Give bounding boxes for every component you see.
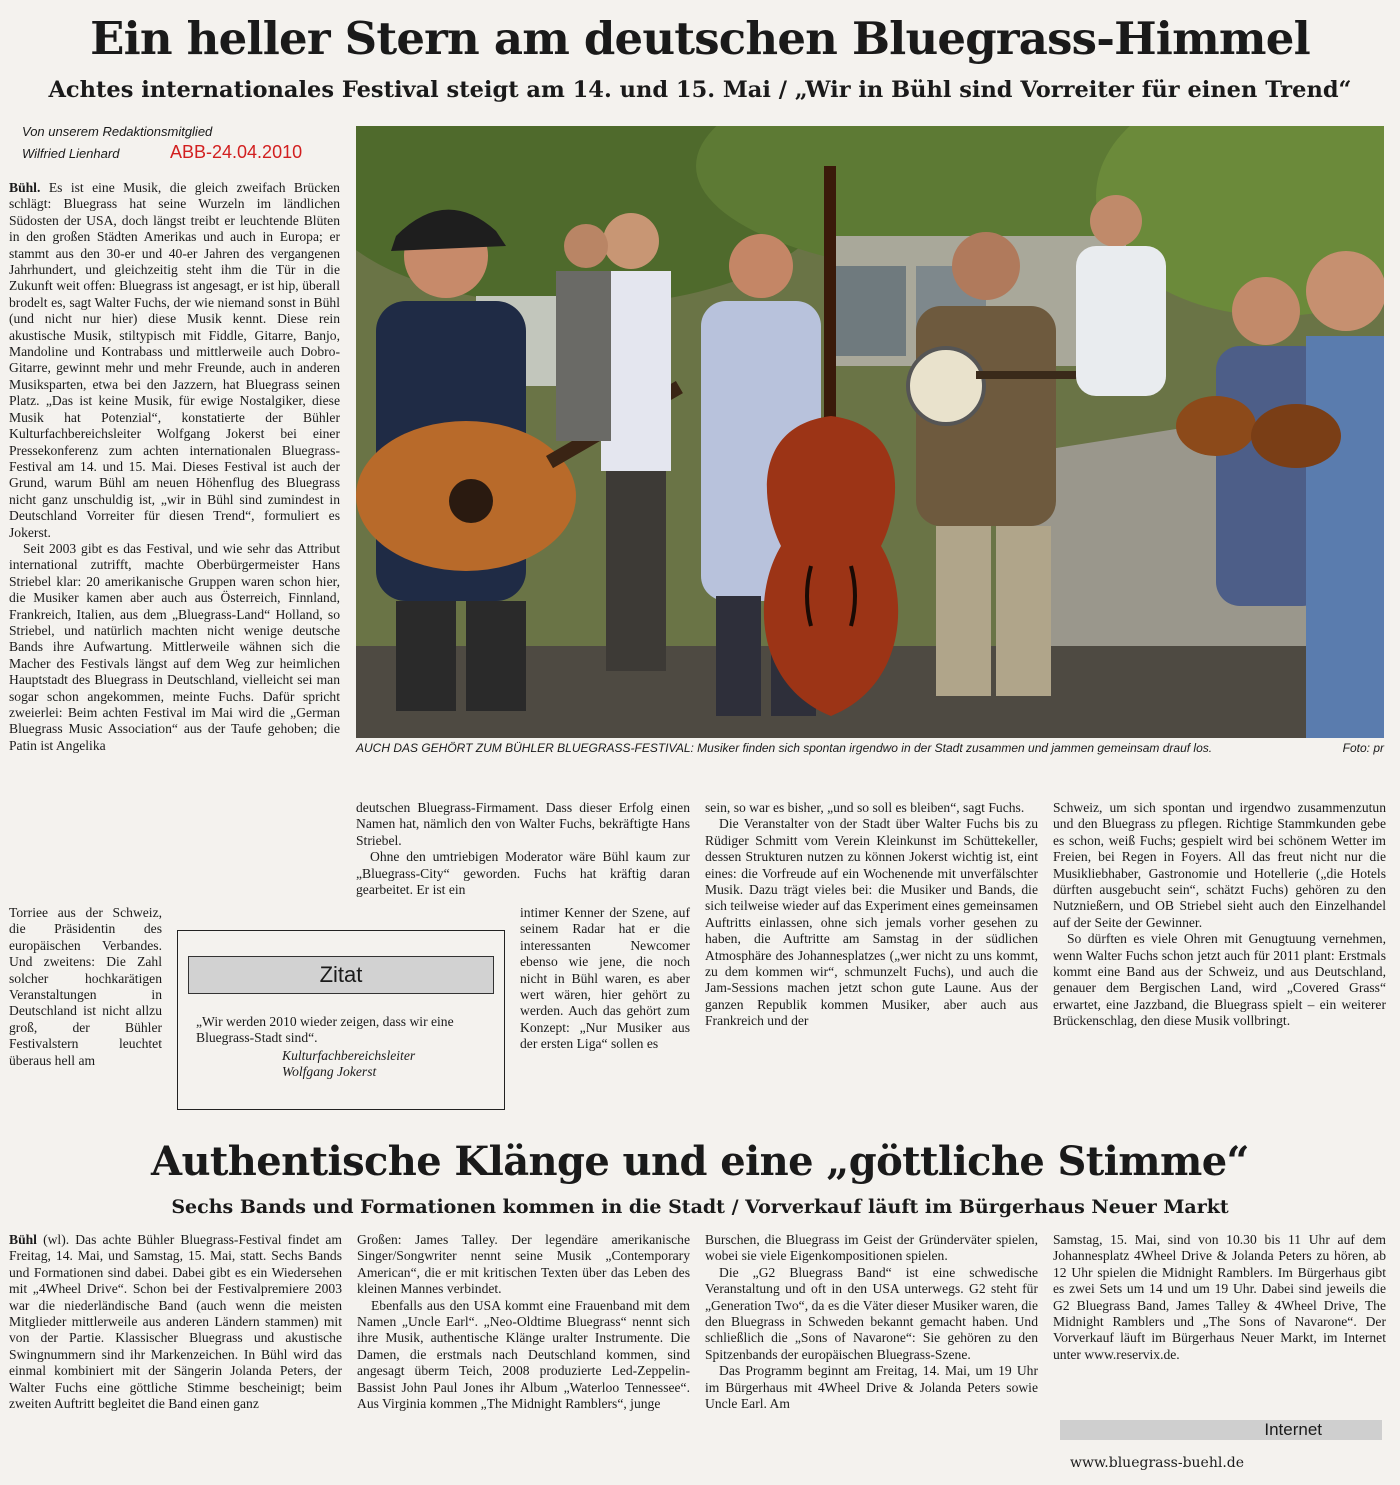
subheadline-2: Sechs Bands und Formationen kommen in die Stadt / Vorverkauf läuft im Bürgerhaus Neuer Markt bbox=[171, 1196, 1229, 1218]
musicians-illustration bbox=[356, 126, 1384, 738]
quote-box bbox=[177, 930, 505, 1110]
article1-col1-narrow-text: Torriee aus der Schweiz, die Präsidentin des europäischen Verbandes. Und zweitens: Die Zahl solcher hochkarätigen Veranstaltungen in Deutschland ist nicht allzu groß, der Bühler Festivalstern leuchtet überaus hell am bbox=[9, 905, 162, 1068]
article2-col2-text: Großen: James Talley. Der legendäre amerikanische Singer/Songwriter nennt seine Musik „Contemporary American“, die er mit kritischen Texten über das Leben des kleinen Mannes verbindet. bbox=[357, 1232, 690, 1297]
article2-col3-paragraph3: Das Programm beginnt am Freitag, 14. Mai, um 19 Uhr im Bürgerhaus mit 4Wheel Drive & Jolanda Peters sowie Uncle Earl. Am bbox=[705, 1363, 1038, 1412]
article1-col2-text: deutschen Bluegrass-Firmament. Dass dieser Erfolg einen Namen hat, nämlich den von Walter Fuchs, bekräftigte Hans Striebel. bbox=[356, 800, 690, 848]
photo-caption bbox=[356, 741, 1384, 756]
article1-col4-paragraph2: So dürften es viele Ohren mit Genugtuung vernehmen, wenn Walter Fuchs schon jetzt auch für 2011 plant: Erstmals kommt eine Band aus der Schweiz, und aus Deutschland, genauer dem Bergischen Land, wird „Covered Grass“ erwartet, eine Jazzband, die Bluegrass spielt – ein weiterer Brückenschlag, den diese Musik vollbringt. bbox=[1053, 931, 1386, 1029]
article2-col4-text: Samstag, 15. Mai, sind von 10.30 bis 11 Uhr auf dem Johannesplatz 4Wheel Drive & Jolanda Peters zu hören, ab 12 Uhr spielen die Midnight Ramblers. Im Bürgerhaus gibt es zwei Sets um 14 und um 19 Uhr. Dabei sind jeweils die G2 Bluegrass Band, James Talley & 4Wheel Drive, The Midnight Ramblers und „The Sons of Navarone“. Der Vorverkauf läuft im Bürgerhaus Neuer Markt, im Internet unter www.reservix.de. bbox=[1053, 1232, 1386, 1362]
internet-link[interactable]: www.bluegrass-buehl.de bbox=[1070, 1455, 1245, 1471]
article1-column1 bbox=[9, 180, 340, 920]
dateline: Bühl. bbox=[9, 180, 41, 195]
byline-role: Von unserem Redaktionsmitglied bbox=[22, 124, 213, 139]
article2-col3-paragraph2: Die „G2 Bluegrass Band“ ist eine schwedische Veranstaltung und oft in den USA unterwegs. G2 steht für „Generation Two“, da es die Väter dieser Musiker waren, die den Bluegrass in Schweden bekannt gemacht haben. Und schließlich die „Sons of Navarone“: Sie gehören zu den Spitzenbands der europäischen Bluegrass-Szene. bbox=[705, 1264, 1038, 1362]
article1-col2-narrow-text: intimer Kenner der Szene, auf seinem Radar hat er die interessanten Newcomer ebenso wie jene, die noch nicht in Bühl waren, es aber wert wären, hier gehört zu werden. Auch das gehört zum Konzept: „Nur Musiker aus der ersten Liga“ sollen es bbox=[520, 905, 690, 1052]
headline: Ein heller Stern am deutschen Bluegrass-Himmel bbox=[90, 12, 1310, 65]
article1-col1-text: Es ist eine Musik, die gleich zweifach Brücken schlägt: Bluegrass hat seine Wurzeln im ländlichen Südosten der USA, doch längst treibt er leuchtende Blüten in den großen Städten Amerikas und auch in Europa; er stammt aus den 30-er und 40-er Jahren des vergangenen Jahrhundert, und gleichzeitig steht ihm die Tür in die Zukunft weit offen: Bluegrass ist angesagt, er ist hip, überall brodelt es, sagt Walter Fuchs, der wie niemand sonst in Bühl (und nicht nur hier) diese Musik kennt. Diese rein akustische Musik, stiltypisch mit Fiddle, Gitarre, Banjo, Mandoline und Kontrabass und mittlerweile auch Dobro-Gitarre, gewinnt mehr und mehr Freunde, auch in anderen Musiksparten, etwa bei den Jazzern, hat Bluegrass seinen Platz. „Das ist keine Musik, für ewige Nostalgiker, diese Musik hat Potenzial“, konstatierte der Bühler Kulturfachbereichsleiter Wolfgang Jokerst bei einer Pressekonferenz zum achten internationalen Bluegrass-Festival am 14. und 15. Mai. Dieses Festival ist auch der Grund, warum Bühl am neuen Höhenflug des Bluegrass nicht ganz unschuldig ist, „wir in Bühl sind zumindest in Deutschland Vorreiter für diesen Trend“, formuliert es Jokerst. bbox=[9, 180, 340, 540]
article1-column2 bbox=[356, 800, 690, 900]
quote-title: Zitat bbox=[188, 956, 494, 994]
article1-col2-paragraph2: Ohne den umtriebigen Moderator wäre Bühl kaum zur „Bluegrass-City“ geworden. Fuchs hat kräftig daran gearbeitet. Er ist ein bbox=[356, 849, 690, 898]
article1-col4-text: Schweiz, um sich spontan und irgendwo zusammenzutun und den Bluegrass zu pflegen. Richtige Stammkunden gebe es schon, weiß Fuchs; gespielt wird bei schönem Wetter im Freien, bei Regen in Foyers. All das freut nicht nur die Musikliebhaber, Gastronomie und Hotellerie („die Hotels dürften ausgebucht sein“, schätzt Fuchs) gehören zu den Nutznießern, und OB Striebel sieht auch den Einzelhandel auf der Seite der Gewinner. bbox=[1053, 800, 1386, 930]
headline-2: Authentische Klänge und eine „göttliche Stimme“ bbox=[151, 1138, 1249, 1185]
article1-col3-paragraph2: Die Veranstalter von der Stadt über Walter Fuchs bis zu Rüdiger Schmitt vom Verein Kleinkunst im Schüttekeller, dessen Strukturen nutzen zu können Jokerst wichtig ist, eint eines: die Vorfreude auf ein Wochenende mit unverfälschter Musik. Dazu trägt vieles bei: die Musiker und Bands, die sich teilweise wieder auf das Experiment eines gemeinsamen Auftritts einlassen, ohne sich jemals vorher gesehen zu haben, die Auftritte am Samstag in der südlichen Atmosphäre des Johannesplatzes („wer nicht zu uns kommt, zu dem kommen wir“, schmunzelt Fuchs), und auch die Jam-Sessions machen jetzt schon gute Laune. Aus der ganzen Republik kommen Musiker, aber auch aus Frankreich und der bbox=[705, 816, 1038, 1029]
article2-column1 bbox=[9, 1232, 342, 1482]
article2-column3 bbox=[705, 1232, 1038, 1482]
internet-bar bbox=[1060, 1420, 1382, 1440]
article1-col1-paragraph2: Seit 2003 gibt es das Festival, und wie sehr das Attribut international zutrifft, machte Oberbürgermeister Hans Striebel klar: 20 amerikanische Gruppen waren schon hier, die Musiker kamen aber auch aus Österreich, Finnland, Frankreich, Italien, aus dem „Bluegrass-Land“ Holland, so Striebel, und natürlich machten nicht wenige deutsche Bands ihre Aufwartung. Mittlerweile wähnen sich die Macher des Festivals längst auf dem Weg zur heimlichen Hauptstadt des Bluegrass in Deutschland, vielleicht sei man sogar schon angekommen, meinte Fuchs. Dafür spricht zweierlei: Beim achten Festival im Mai wird die „German Bluegrass Music Association“ aus der Taufe gehoben; die Patin ist Angelika bbox=[9, 540, 340, 753]
article1-col3-text: sein, so war es bisher, „und so soll es bleiben“, sagt Fuchs. bbox=[705, 800, 1025, 815]
photo-credit: Foto: pr bbox=[1342, 741, 1384, 755]
date-stamp-text: ABB-24.04.2010 bbox=[170, 142, 303, 162]
article1-column2-narrow bbox=[520, 905, 690, 1105]
article1-column3 bbox=[705, 800, 1038, 1110]
quote-author-name: Wolfgang Jokerst bbox=[282, 1064, 377, 1079]
article2-column2 bbox=[357, 1232, 690, 1482]
article2-col2-paragraph2: Ebenfalls aus den USA kommt eine Frauenband mit dem Namen „Uncle Earl“. „Neo-Oldtime Bluegrass“ nennt sich ihre Musik, authentische Klänge uralter Instrumente. Die Damen, die erstmals nach Deutschland kommen, sind angesagt überm Teich, 2008 produzierte Led-Zeppelin-Bassist John Paul Jones ihr Album „Waterloo Tennessee“. Aus Virginia kommen „The Midnight Ramblers“, junge bbox=[357, 1297, 690, 1412]
quote-author-role: Kulturfachbereichsleiter bbox=[282, 1048, 416, 1063]
article1-column1-narrow bbox=[9, 905, 162, 1110]
byline-author: Wilfried Lienhard bbox=[22, 146, 120, 161]
caption-text: AUCH DAS GEHÖRT ZUM BÜHLER BLUEGRASS-FESTIVAL: Musiker finden sich spontan irgendwo in der Stadt zusammen und jammen gemeinsam drauf los. bbox=[356, 741, 1213, 755]
article2-col1-text: (wl). Das achte Bühler Bluegrass-Festival findet am Freitag, 14. Mai, und Samstag, 15. Mai, statt. Sechs Bands und Formationen sind dabei. Dabei gibt es ein Wiedersehen mit „4Wheel Drive“. Schon bei der Festivalpremiere 2003 war die niederländische Band (auch wenn die meisten Mitglieder mittlerweile aus anderen Ländern stammen) mit von der Partie. Klassischer Bluegrass und akustische Swingnummern sind ihr Markenzeichen. In Bühl wird das einmal kombiniert mit der Sängerin Jolanda Peters, der Walter Fuchs eine göttliche Stimme bescheinigt; beim zweiten Auftritt begleitet die Band einen ganz bbox=[9, 1232, 343, 1412]
festival-photo bbox=[356, 126, 1384, 738]
internet-label: Internet bbox=[1264, 1420, 1322, 1439]
dateline-2: Bühl bbox=[9, 1232, 37, 1247]
article2-col3-text: Burschen, die Bluegrass im Geist der Gründerväter spielen, wobei sie viele Eigenkompositionen spielen. bbox=[705, 1232, 1038, 1264]
article2-column4 bbox=[1053, 1232, 1386, 1412]
subheadline: Achtes internationales Festival steigt am 14. und 15. Mai / „Wir in Bühl sind Vorreiter für einen Trend“ bbox=[48, 77, 1352, 103]
article1-column4 bbox=[1053, 800, 1386, 1110]
date-stamp bbox=[170, 142, 302, 163]
quote-text: „Wir werden 2010 wieder zeigen, dass wir eine Bluegrass-Stadt sind“. bbox=[196, 1014, 454, 1045]
